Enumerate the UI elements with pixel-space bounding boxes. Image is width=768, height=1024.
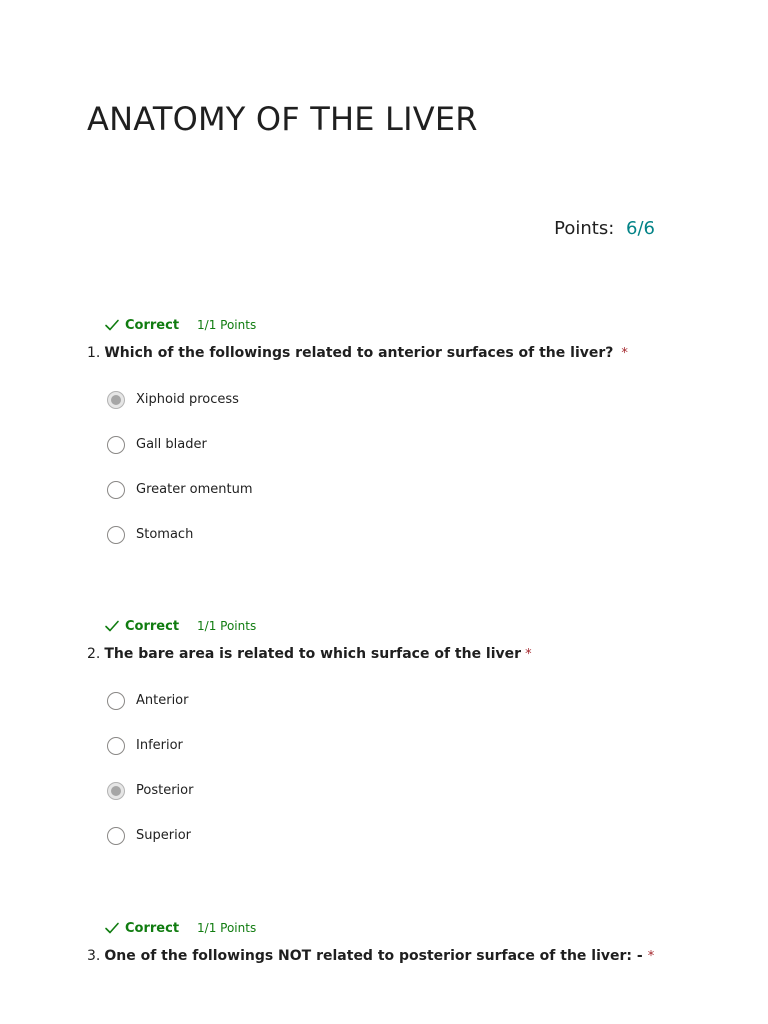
status-points: 1/1 Points: [197, 619, 257, 633]
status-label: Correct: [125, 317, 180, 333]
question-status: [104, 315, 256, 335]
option-list: [107, 377, 253, 557]
option-label: Greater omentum: [136, 482, 253, 497]
option-label: Anterior: [136, 693, 189, 708]
question-text: [87, 345, 628, 361]
form-title: ANATOMY OF THE LIVER: [87, 100, 478, 138]
radio-button-selected[interactable]: [107, 391, 125, 409]
radio-button[interactable]: [107, 526, 125, 544]
question-label: One of the followings NOT related to posterior surface of the liver: -: [104, 948, 643, 964]
status-label: Correct: [125, 618, 180, 634]
question-status: [104, 616, 256, 636]
question-number: 2.: [87, 646, 101, 662]
question-text: [87, 948, 654, 964]
status-points: 1/1 Points: [197, 921, 257, 935]
check-icon: [104, 920, 120, 936]
option-label: Posterior: [136, 783, 194, 798]
question-label: The bare area is related to which surface of the liver: [104, 646, 522, 662]
radio-button[interactable]: [107, 827, 125, 845]
option-inferior[interactable]: [107, 723, 193, 768]
check-icon: [104, 618, 120, 634]
option-gall-blader[interactable]: [107, 422, 253, 467]
question-text: [87, 646, 532, 662]
radio-button[interactable]: [107, 481, 125, 499]
check-icon: [104, 317, 120, 333]
radio-button[interactable]: [107, 737, 125, 755]
question-number: 3.: [87, 948, 101, 964]
option-greater-omentum[interactable]: [107, 467, 253, 512]
option-label: Superior: [136, 828, 191, 843]
option-label: Gall blader: [136, 437, 207, 452]
option-list: [107, 678, 193, 858]
option-superior[interactable]: [107, 813, 193, 858]
status-points: 1/1 Points: [197, 318, 257, 332]
option-label: Stomach: [136, 527, 194, 542]
option-xiphoid-process[interactable]: [107, 377, 253, 422]
points-value: 6/6: [626, 218, 655, 239]
required-mark: *: [621, 346, 628, 361]
points-label: Points:: [554, 218, 615, 239]
radio-button[interactable]: [107, 692, 125, 710]
radio-button[interactable]: [107, 436, 125, 454]
option-label: Inferior: [136, 738, 183, 753]
status-label: Correct: [125, 920, 180, 936]
required-mark: *: [525, 647, 532, 662]
option-anterior[interactable]: [107, 678, 193, 723]
total-points: [554, 218, 655, 239]
option-label: Xiphoid process: [136, 392, 239, 407]
radio-button-selected[interactable]: [107, 782, 125, 800]
question-status: [104, 918, 256, 938]
question-label: Which of the followings related to anterior surfaces of the liver?: [104, 345, 614, 361]
option-stomach[interactable]: [107, 512, 253, 557]
required-mark: *: [647, 949, 655, 964]
option-posterior[interactable]: [107, 768, 193, 813]
question-number: 1.: [87, 345, 101, 361]
